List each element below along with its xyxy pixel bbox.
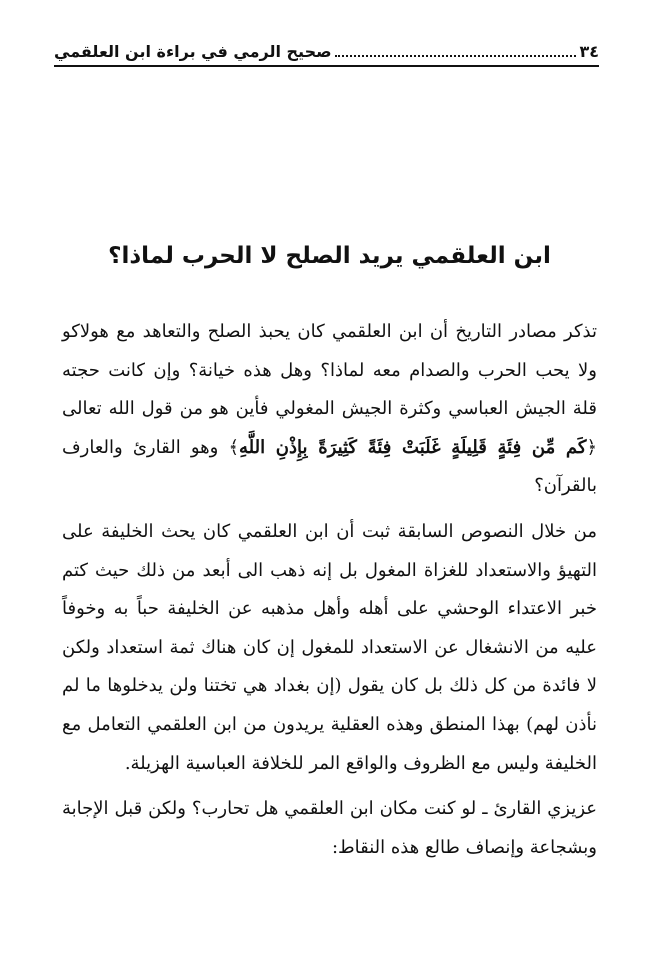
paragraph-1-text-after-verse: وهو القارئ والعارف بالقرآن؟ xyxy=(62,436,597,497)
paragraph-1 xyxy=(62,313,597,506)
quran-verse-quote xyxy=(228,437,597,458)
paragraph-1-text-before-verse: تذكر مصادر التاريخ أن ابن العلقمي كان يحبذ الصلح والتعاهد مع هولاكو ولا يحب الحرب والصدام معه لماذا؟ وهل هذه خيانة؟ وإن كانت حجته قلة الجيش العباسي وكثرة الجيش المغولي فأين هو من قول الله تعالى xyxy=(62,321,597,420)
paragraph-2: من خلال النصوص السابقة ثبت أن ابن العلقمي كان يحث الخليفة على التهيؤ والاستعداد للغزاة المغول بل إنه ذهب الى أبعد من ذلك حيث كتم خبر الاعتداء الوحشي على أهله وأهل مذهبه عن الخليفة حباً به وخوفاً عليه من الانشغال عن الاستعداد للمغول إن كان هناك ثمة استعداد ولكن لا فائدة من كل ذلك بل كان يقول (إن بغداد هي تختنا ولن يدخلوها ما لم نأذن لهم) بهذا المنطق وهذه العقلية يريدون من ابن العلقمي التعامل مع الخليفة وليس مع الظروف والواقع المر للخلافة العباسية الهزيلة. xyxy=(62,520,597,774)
page-number: ٣٤ xyxy=(579,42,599,61)
running-header xyxy=(54,30,599,67)
verse-open-bracket: ﴿ xyxy=(586,436,597,458)
section-heading: ابن العلقمي يريد الصلح لا الحرب لماذا؟ xyxy=(108,243,551,269)
body-text xyxy=(62,313,597,874)
paragraph-3: عزيزي القارئ ـ لو كنت مكان ابن العلقمي هل تحارب؟ ولكن قبل الإجابة وبشجاعة وإنصاف طالع هذه النقاط: xyxy=(62,798,597,858)
verse-close-bracket: ﴾ xyxy=(228,436,240,458)
quran-verse-text: كَم مِّن فِئَةٍ قَلِيلَةٍ غَلَبَتْ فِئَةً كَثِيرَةً بِإِذْنِ اللَّهِ xyxy=(239,436,587,458)
book-title: صحيح الرمي في براءة ابن العلقمي xyxy=(54,42,332,61)
header-dot-leader xyxy=(335,55,577,57)
